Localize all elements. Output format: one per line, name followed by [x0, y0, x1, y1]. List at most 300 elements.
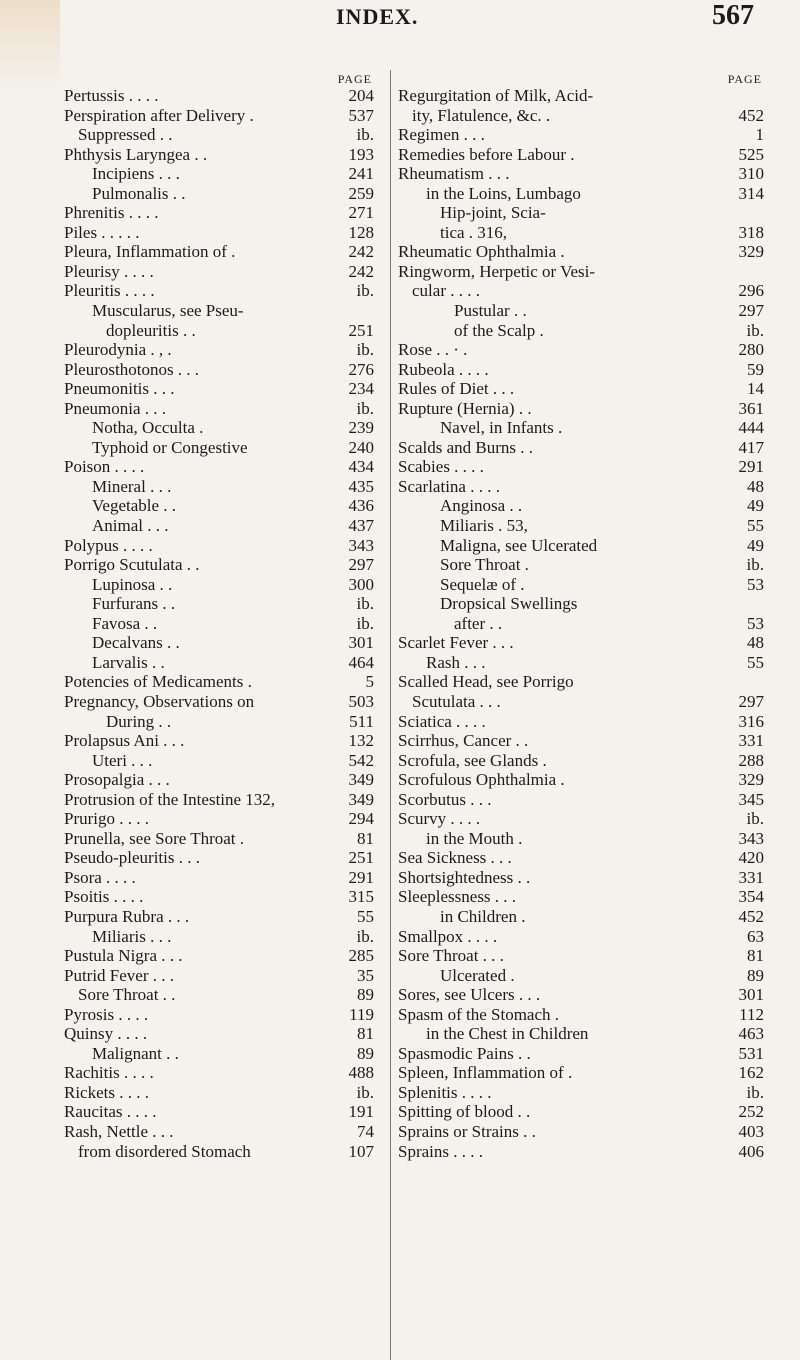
entry-page: 63 — [747, 926, 764, 946]
entry-page: 112 — [739, 1004, 764, 1024]
entry-page: 294 — [348, 809, 374, 829]
entry-page: 49 — [747, 496, 764, 516]
entry-page: 329 — [738, 770, 764, 790]
entry-page: 288 — [738, 750, 764, 770]
index-entry — [398, 223, 768, 243]
entry-term: Prolapsus Ani . . . — [64, 731, 185, 751]
entry-term: Furfurans . . — [92, 594, 176, 614]
entry-page: 525 — [738, 144, 764, 164]
index-entry — [64, 360, 392, 380]
entry-page: ib. — [356, 926, 374, 946]
index-entry — [64, 614, 392, 634]
entry-page: 234 — [348, 379, 374, 399]
entry-page: 81 — [357, 828, 374, 848]
index-entry — [64, 731, 392, 751]
index-entry — [398, 360, 768, 380]
entry-page: 48 — [747, 476, 764, 496]
index-entry — [64, 848, 392, 868]
entry-term: Pregnancy, Observations on — [64, 691, 255, 711]
entry-page: 55 — [357, 906, 374, 926]
entry-term: Vegetable . . — [92, 496, 177, 516]
entry-term: Scirrhus, Cancer . . — [398, 731, 529, 751]
entry-term: in the Mouth . — [426, 828, 523, 848]
index-entry — [398, 106, 768, 126]
entry-term: Scalled Head, see Porrigo — [398, 672, 574, 692]
entry-term: Pleura, Inflammation of . — [64, 242, 236, 262]
index-entry — [64, 145, 392, 165]
entry-page: 81 — [747, 946, 764, 966]
entry-page: 280 — [738, 340, 764, 360]
index-entry — [64, 672, 392, 692]
entry-term: Rubeola . . . . — [398, 359, 489, 379]
entry-term: Spasm of the Stomach . — [398, 1004, 560, 1024]
entry-term: Psora . . . . — [64, 867, 136, 887]
entry-term: Spleen, Inflammation of . — [398, 1063, 573, 1083]
entry-term: in Children . — [440, 906, 526, 926]
entry-page: 343 — [348, 535, 374, 555]
entry-page: 301 — [738, 985, 764, 1005]
entry-term: Sores, see Ulcers . . . — [398, 985, 541, 1005]
entry-page: 537 — [348, 105, 374, 125]
index-entry — [64, 125, 392, 145]
index-entry — [64, 242, 392, 262]
index-entry — [64, 907, 392, 927]
entry-page: 55 — [747, 516, 764, 536]
index-entry — [398, 1044, 768, 1064]
entry-page: 276 — [348, 359, 374, 379]
entry-page: 48 — [747, 633, 764, 653]
entry-page: 531 — [738, 1043, 764, 1063]
entry-term: Pneumonitis . . . — [64, 379, 175, 399]
index-entry — [398, 946, 768, 966]
entry-page: 242 — [348, 242, 374, 262]
entry-term: Spitting of blood . . — [398, 1102, 531, 1122]
index-entry — [398, 575, 768, 595]
entry-page: 361 — [738, 398, 764, 418]
index-entry — [64, 223, 392, 243]
index-entry — [398, 281, 768, 301]
index-entry — [64, 985, 392, 1005]
index-entry — [398, 985, 768, 1005]
index-entry — [398, 184, 768, 204]
entry-term: Scalds and Burns . . — [398, 437, 534, 457]
index-entry — [64, 790, 392, 810]
entry-term: Animal . . . — [92, 516, 169, 536]
entry-term: Suppressed . . — [78, 125, 173, 145]
entry-term: Spasmodic Pains . . — [398, 1043, 531, 1063]
entry-page: 297 — [348, 555, 374, 575]
index-entry — [64, 809, 392, 829]
page-number: 567 — [712, 0, 754, 31]
entry-page: 81 — [357, 1024, 374, 1044]
entry-page: 316 — [738, 711, 764, 731]
entry-page: 291 — [738, 457, 764, 477]
index-entry — [398, 496, 768, 516]
entry-term: Remedies before Labour . — [398, 144, 575, 164]
index-entry — [64, 86, 392, 106]
index-entry — [398, 653, 768, 673]
entry-term: Sea Sickness . . . — [398, 848, 512, 868]
index-entry — [64, 438, 392, 458]
entry-term: Polypus . . . . — [64, 535, 153, 555]
entry-term: Pseudo-pleuritis . . . — [64, 848, 200, 868]
entry-term: tica . 316, — [440, 222, 508, 242]
entry-term: Pleurisy . . . . — [64, 261, 154, 281]
index-entry — [398, 438, 768, 458]
index-entry — [64, 751, 392, 771]
entry-term: in the Chest in Children — [426, 1024, 589, 1044]
index-entry — [398, 907, 768, 927]
index-entry — [398, 1102, 768, 1122]
index-entry — [398, 672, 768, 692]
entry-term: of the Scalp . — [454, 320, 544, 340]
entry-term: Scabies . . . . — [398, 457, 484, 477]
index-entry — [398, 1063, 768, 1083]
entry-page: 345 — [738, 789, 764, 809]
index-entry — [64, 692, 392, 712]
index-entry — [398, 809, 768, 829]
page-title: INDEX. — [336, 4, 419, 29]
index-entry — [64, 418, 392, 438]
index-entry — [398, 340, 768, 360]
entry-page: 406 — [738, 1141, 764, 1161]
entry-term: Porrigo Scutulata . . — [64, 555, 200, 575]
entry-page: 296 — [738, 281, 764, 301]
entry-term: Decalvans . . — [92, 633, 180, 653]
entry-term: Rupture (Hernia) . . — [398, 398, 532, 418]
entry-page: 435 — [348, 476, 374, 496]
entry-term: Pyrosis . . . . — [64, 1004, 149, 1024]
entry-page: 343 — [738, 828, 764, 848]
entry-page: 291 — [348, 867, 374, 887]
page-header — [0, 0, 800, 44]
entry-page: 239 — [348, 418, 374, 438]
index-entry — [64, 321, 392, 341]
entry-page: 310 — [738, 164, 764, 184]
entry-term: Prosopalgia . . . — [64, 770, 170, 790]
entry-page: 331 — [738, 867, 764, 887]
entry-term: Navel, in Infants . — [440, 418, 563, 438]
entry-term: Sprains . . . . — [398, 1141, 483, 1161]
entry-term: Malignant . . — [92, 1043, 179, 1063]
entry-page: 444 — [738, 418, 764, 438]
entry-term: Sleeplessness . . . — [398, 887, 517, 907]
index-entry — [398, 770, 768, 790]
entry-page: 349 — [348, 789, 374, 809]
entry-term: Sciatica . . . . — [398, 711, 486, 731]
index-entry — [398, 887, 768, 907]
index-entry — [398, 203, 768, 223]
entry-page: ib. — [746, 320, 764, 340]
index-entry — [64, 575, 392, 595]
index-entry — [398, 633, 768, 653]
entry-page: 318 — [738, 222, 764, 242]
entry-term: Scarlatina . . . . — [398, 476, 500, 496]
entry-term: Ringworm, Herpetic or Vesi- — [398, 261, 596, 281]
entry-term: Purpura Rubra . . . — [64, 906, 190, 926]
entry-term: Pleurosthotonos . . . — [64, 359, 200, 379]
entry-page: 503 — [348, 691, 374, 711]
index-entry — [64, 262, 392, 282]
index-entry — [398, 457, 768, 477]
page-column-label: PAGE — [727, 72, 762, 86]
entry-term: Rheumatic Ophthalmia . — [398, 242, 565, 262]
index-entry — [398, 966, 768, 986]
entry-term: Protrusion of the Intestine 132, — [64, 789, 276, 809]
entry-page: 191 — [348, 1102, 374, 1122]
entry-term: Dropsical Swellings — [440, 594, 578, 614]
index-entry — [398, 321, 768, 341]
entry-page: 542 — [348, 750, 374, 770]
index-entry — [64, 301, 392, 321]
index-entry — [398, 790, 768, 810]
entry-term: cular . . . . — [412, 281, 480, 301]
entry-term: Anginosa . . — [440, 496, 523, 516]
index-entry — [64, 281, 392, 301]
entry-term: Notha, Occulta . — [92, 418, 204, 438]
entry-page: ib. — [746, 555, 764, 575]
entry-term: Pleurodynia . , . — [64, 340, 172, 360]
entry-term: Pustula Nigra . . . — [64, 946, 183, 966]
index-entry — [398, 242, 768, 262]
entry-page: 132 — [348, 731, 374, 751]
index-entry — [64, 536, 392, 556]
entry-term: During . . — [106, 711, 172, 731]
entry-term: Rose . . · . — [398, 340, 468, 360]
entry-term: Sore Throat . — [440, 555, 529, 575]
index-entry — [398, 829, 768, 849]
entry-term: Scorbutus . . . — [398, 789, 492, 809]
entry-page: 437 — [348, 516, 374, 536]
entry-term: Quinsy . . . . — [64, 1024, 148, 1044]
entry-term: Prunella, see Sore Throat . — [64, 828, 245, 848]
entry-page: 204 — [348, 86, 374, 105]
entry-page: 49 — [747, 535, 764, 555]
index-entry — [398, 1122, 768, 1142]
index-entry — [64, 770, 392, 790]
index-entry — [398, 751, 768, 771]
index-entry — [398, 712, 768, 732]
index-entry — [64, 1142, 392, 1162]
entry-page: 403 — [738, 1121, 764, 1141]
entry-page: 193 — [348, 144, 374, 164]
entry-term: Sprains or Strains . . — [398, 1121, 536, 1141]
entry-page: ib. — [356, 594, 374, 614]
entry-page: 74 — [357, 1121, 374, 1141]
entry-page: 128 — [348, 222, 374, 242]
entry-term: Regurgitation of Milk, Acid- — [398, 86, 594, 105]
entry-term: Phrenitis . . . . — [64, 203, 159, 223]
index-entry — [398, 418, 768, 438]
entry-term: Lupinosa . . — [92, 574, 173, 594]
entry-term: Scrofulous Ophthalmia . — [398, 770, 565, 790]
index-entry — [398, 614, 768, 634]
entry-term: Muscularus, see Pseu- — [92, 301, 244, 321]
entry-term: Miliaris . . . — [92, 926, 172, 946]
entry-page: 315 — [348, 887, 374, 907]
index-entry — [398, 399, 768, 419]
entry-page: 240 — [348, 437, 374, 457]
index-entry — [64, 887, 392, 907]
entry-page: ib. — [356, 613, 374, 633]
entry-term: Mineral . . . — [92, 476, 172, 496]
entry-term: Rachitis . . . . — [64, 1063, 154, 1083]
index-entry — [64, 516, 392, 536]
entry-page: 354 — [738, 887, 764, 907]
entry-term: after . . — [454, 613, 503, 633]
index-entry — [64, 1024, 392, 1044]
entry-term: Sore Throat . . — [78, 985, 176, 1005]
entry-term: Rickets . . . . — [64, 1082, 149, 1102]
index-entry — [64, 1102, 392, 1122]
entry-page: 417 — [738, 437, 764, 457]
index-entry — [398, 731, 768, 751]
right-entry-list — [398, 86, 768, 1161]
index-entry — [64, 712, 392, 732]
entry-page: 89 — [357, 1043, 374, 1063]
index-entry — [64, 1063, 392, 1083]
entry-page: ib. — [356, 398, 374, 418]
index-entry — [64, 1083, 392, 1103]
entry-term: Pleuritis . . . . — [64, 281, 155, 301]
entry-term: Rules of Diet . . . — [398, 379, 515, 399]
entry-page: 271 — [348, 203, 374, 223]
entry-term: Pustular . . — [454, 301, 527, 321]
entry-page: 89 — [747, 965, 764, 985]
index-entry — [64, 1122, 392, 1142]
index-entry — [64, 379, 392, 399]
entry-term: Miliaris . 53, — [440, 516, 528, 536]
entry-term: Potencies of Medicaments . — [64, 672, 252, 692]
index-entry — [64, 594, 392, 614]
entry-page: 511 — [349, 711, 374, 731]
entry-page: 251 — [348, 320, 374, 340]
entry-term: Hip-joint, Scia- — [440, 203, 546, 223]
entry-term: Splenitis . . . . — [398, 1082, 492, 1102]
entry-term: Rheumatism . . . — [398, 164, 510, 184]
entry-page: 420 — [738, 848, 764, 868]
entry-term: Rash . . . — [426, 652, 486, 672]
entry-page: 331 — [738, 731, 764, 751]
entry-term: Pneumonia . . . — [64, 398, 166, 418]
entry-term: from disordered Stomach — [78, 1141, 251, 1161]
entry-page: 162 — [738, 1063, 764, 1083]
entry-term: Sore Throat . . . — [398, 946, 504, 966]
entry-term: Larvalis . . — [92, 652, 165, 672]
index-entry — [398, 1024, 768, 1044]
index-entry — [398, 164, 768, 184]
index-entry — [398, 1083, 768, 1103]
entry-page: 314 — [738, 183, 764, 203]
index-entry — [64, 555, 392, 575]
entry-page: 285 — [348, 946, 374, 966]
entry-term: ity, Flatulence, &c. . — [412, 105, 551, 125]
index-entry — [398, 1005, 768, 1025]
entry-page: 55 — [747, 652, 764, 672]
entry-page: ib. — [746, 1082, 764, 1102]
index-entry — [64, 496, 392, 516]
index-entry — [398, 86, 768, 106]
entry-term: Regimen . . . — [398, 125, 485, 145]
index-entry — [398, 125, 768, 145]
index-entry — [64, 1005, 392, 1025]
entry-page: ib. — [356, 1082, 374, 1102]
page-column-label: PAGE — [337, 72, 372, 86]
index-entry — [64, 477, 392, 497]
index-entry — [64, 829, 392, 849]
entry-page: 89 — [357, 985, 374, 1005]
entry-page: 436 — [348, 496, 374, 516]
index-entry — [64, 927, 392, 947]
index-entry — [64, 184, 392, 204]
left-entry-list — [64, 86, 392, 1161]
entry-term: Putrid Fever . . . — [64, 965, 175, 985]
entry-term: Favosa . . — [92, 613, 158, 633]
entry-page: 14 — [747, 379, 764, 399]
entry-term: Uteri . . . — [92, 750, 153, 770]
right-column — [398, 72, 768, 1161]
entry-term: Smallpox . . . . — [398, 926, 498, 946]
entry-page: ib. — [356, 340, 374, 360]
index-entry — [398, 301, 768, 321]
entry-page: 53 — [747, 613, 764, 633]
entry-page: 259 — [348, 183, 374, 203]
index-entry — [398, 262, 768, 282]
entry-page: 464 — [348, 652, 374, 672]
index-entry — [64, 653, 392, 673]
entry-term: Poison . . . . — [64, 457, 145, 477]
entry-term: Pertussis . . . . — [64, 86, 159, 105]
index-entry — [64, 340, 392, 360]
index-entry — [398, 477, 768, 497]
index-entry — [64, 1044, 392, 1064]
index-entry — [398, 868, 768, 888]
entry-page: 452 — [738, 906, 764, 926]
entry-term: Maligna, see Ulcerated — [440, 535, 598, 555]
index-entry — [64, 633, 392, 653]
entry-page: 329 — [738, 242, 764, 262]
entry-term: Rash, Nettle . . . — [64, 1121, 174, 1141]
entry-term: Raucitas . . . . — [64, 1102, 157, 1122]
entry-term: Ulcerated . — [440, 965, 515, 985]
index-entry — [398, 1142, 768, 1162]
index-entry — [398, 692, 768, 712]
index-entry — [398, 379, 768, 399]
entry-term: Prurigo . . . . — [64, 809, 149, 829]
entry-page: 1 — [755, 125, 764, 145]
index-entry — [398, 927, 768, 947]
index-entry — [64, 399, 392, 419]
index-entry — [398, 145, 768, 165]
entry-page: 349 — [348, 770, 374, 790]
entry-page: 301 — [348, 633, 374, 653]
entry-page: 434 — [348, 457, 374, 477]
entry-term: Scarlet Fever . . . — [398, 633, 514, 653]
index-entry — [64, 868, 392, 888]
entry-page: ib. — [746, 809, 764, 829]
entry-page: 300 — [348, 574, 374, 594]
entry-page: 59 — [747, 359, 764, 379]
entry-page: ib. — [356, 125, 374, 145]
entry-term: Shortsightedness . . — [398, 867, 531, 887]
index-entry — [64, 203, 392, 223]
entry-page: 242 — [348, 261, 374, 281]
entry-term: Scutulata . . . — [412, 691, 501, 711]
index-entry — [398, 848, 768, 868]
entry-term: Incipiens . . . — [92, 164, 180, 184]
entry-term: Piles . . . . . — [64, 222, 140, 242]
entry-term: Phthysis Laryngea . . — [64, 144, 208, 164]
